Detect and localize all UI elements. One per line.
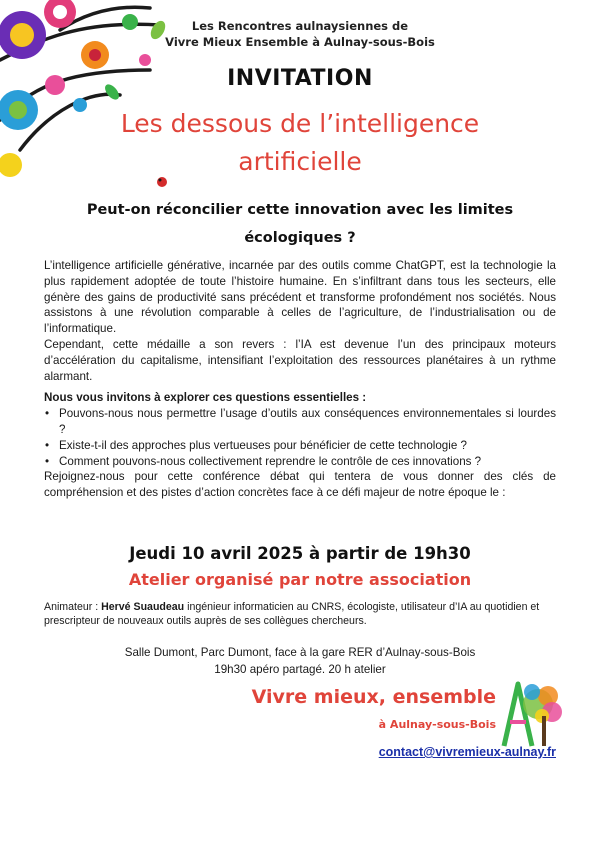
question-item: • Existe-t-il des approches plus vertueuses pour bénéficier de cette technologie ?	[44, 438, 556, 454]
series-header	[150, 18, 450, 50]
paragraph-intro: L’intelligence artificielle générative, incarnée par des outils comme ChatGPT, est la technologie la plus rapidement adoptée de toute l’histoire humaine. En s’infiltrant dans tous les secteurs, elle génère des gains de productivité sans précédent et transforme profondément nos sociétés. Nous assistons à une révolution comparable à celles de l’agriculture, de l’industrialisation ou de l’informatique.	[44, 259, 556, 336]
animator-info	[44, 600, 556, 628]
event-description	[44, 258, 556, 501]
event-date: Jeudi 10 avril 2025 à partir de 19h30	[129, 544, 471, 563]
venue-location: Salle Dumont, Parc Dumont, face à la gare RER d’Aulnay-sous-Bois	[124, 646, 476, 659]
organized-by: Atelier organisé par notre association	[128, 570, 472, 589]
questions-list	[44, 406, 556, 469]
organization-name: Vivre mieux, ensemble	[251, 686, 496, 708]
question-item: • Pouvons-nous nous permettre l’usage d’outils aux conséquences environnementales si lourdes ?	[44, 406, 556, 438]
venue-info	[60, 644, 540, 678]
tree-logo-icon	[498, 676, 564, 748]
invitation-label: INVITATION	[227, 66, 373, 91]
question-item: • Comment pouvons-nous collectivement reprendre le contrôle de ces innovations ?	[44, 454, 556, 470]
event-subtitle: Peut-on réconcilier cette innovation avec les limites écologiques ?	[86, 202, 514, 246]
paragraph-closing: Rejoignez-nous pour cette conférence débat qui tentera de vous donner des clés de compréhension et des pistes d’action concrètes face à ce défi majeur de notre époque le :	[44, 470, 556, 500]
header-line-2: Vivre Mieux Ensemble à Aulnay-sous-Bois	[165, 35, 435, 49]
questions-heading: Nous vous invitons à explorer ces questions essentielles :	[44, 391, 367, 405]
event-title: Les dessous de l’intelligence artificielle	[120, 109, 480, 176]
animator-prefix: Animateur :	[44, 601, 102, 613]
paragraph-however: Cependant, cette médaille a son revers : l’IA est devenue l’un des principaux moteurs d’accélération du capitalisme, intensifiant l’exploitation des ressources planétaires à un rythme alarmant.	[44, 337, 556, 383]
contact-email-link[interactable]: contact@vivremieux-aulnay.fr	[378, 745, 556, 759]
header-line-1: Les Rencontres aulnaysiennes de	[191, 19, 409, 33]
animator-description: ingénieur informaticien au CNRS, écologiste, utilisateur d’IA au quotidien et prescripteur de nouveaux outils auprès de ses collègues chercheurs.	[44, 601, 540, 627]
venue-schedule: 19h30 apéro partagé. 20 h atelier	[214, 663, 386, 676]
animator-name: Hervé Suaudeau	[101, 601, 185, 613]
organization-city: à Aulnay-sous-Bois	[378, 718, 496, 731]
